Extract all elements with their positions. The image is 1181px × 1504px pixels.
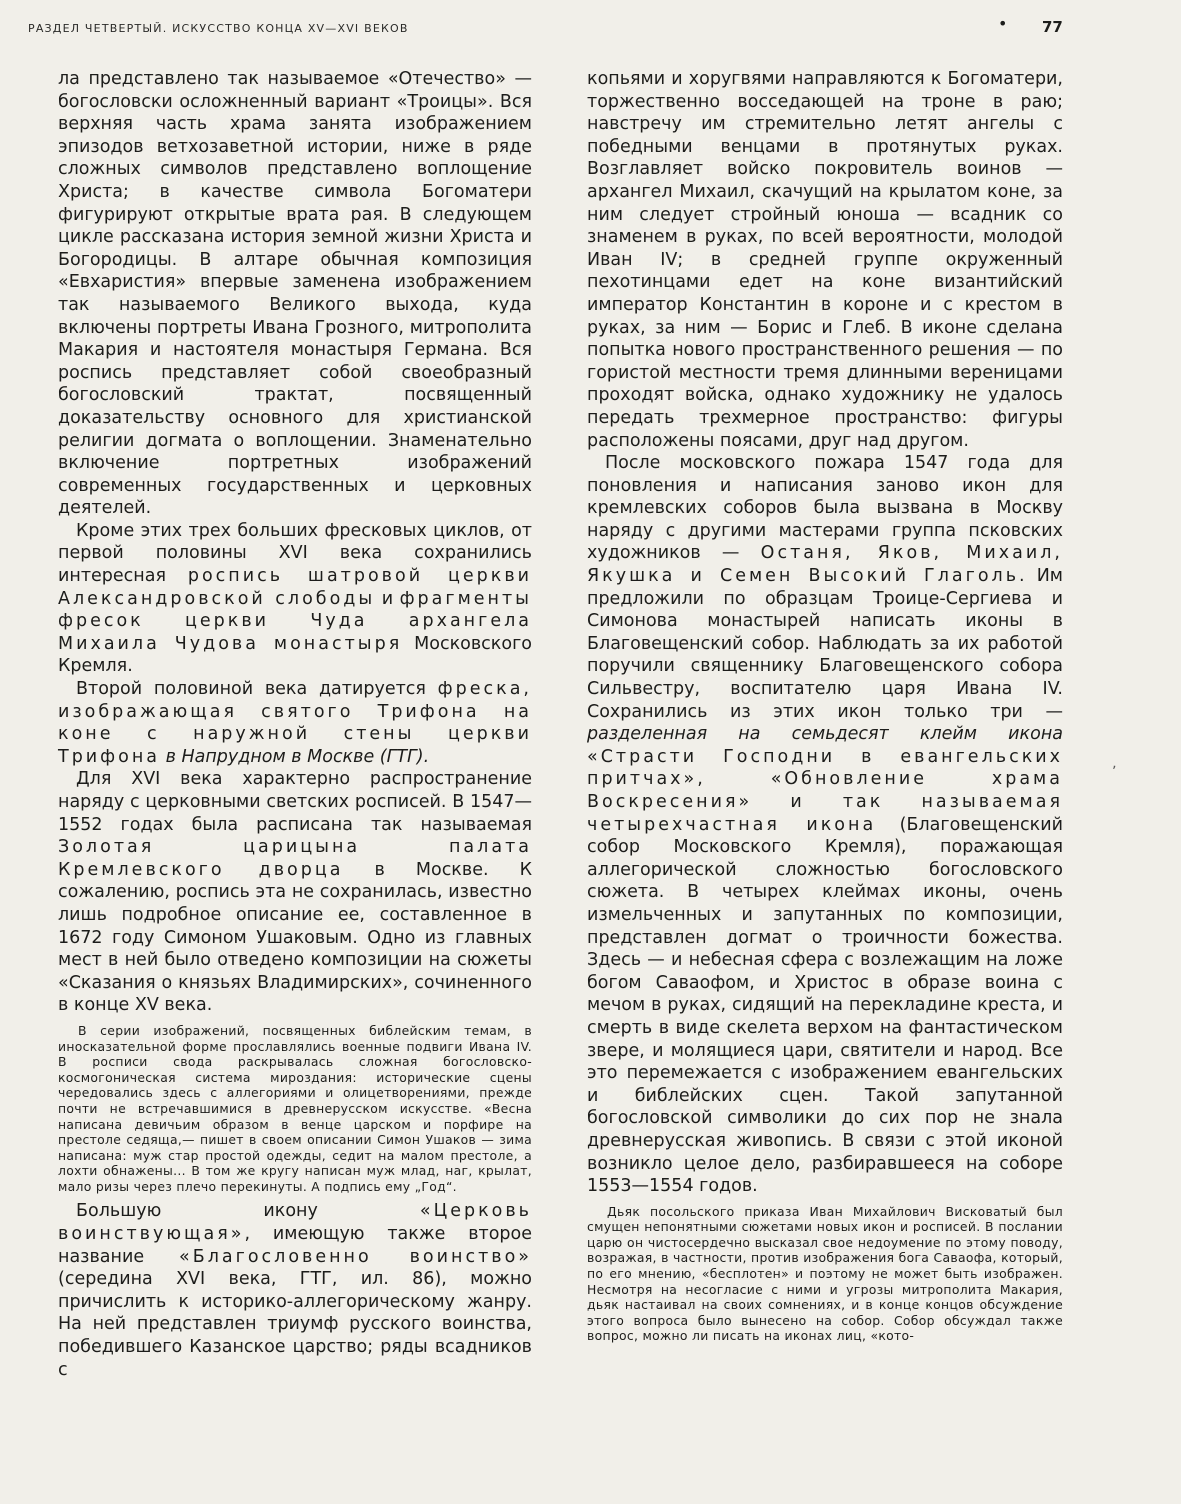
header-dot: • — [998, 14, 1008, 33]
left-column — [58, 68, 532, 1381]
text-run: Второй половиной века датируется — [76, 679, 438, 700]
left-paragraph-1: ла представлено так называемое «Отечество» — богословски осложненный вариант «Троицы». Вся верхняя часть храма занята изображением эпизодов ветхозаветной истории, ниже в ряде сложных символов представлено воплощение Христа; в качестве символа Богоматери фигурируют открытые врата рая. В следующем цикле рассказана история земной жизни Христа и Богородицы. В алтаре обычная композиция «Евхаристия» впервые заменена изображением так называемого Великого выхода, куда включены портреты Ивана Грозного, митрополита Макария и настоятеля монастыря Германа. Вся роспись представляет собой своеобразный богословский трактат, посвященный доказательству основного для христианской религии догмата о воплощении. Знаменательно включение портретных изображений современных государственных и церковных деятелей. — [58, 69, 532, 519]
spaced-title: фреска, изображающая святого Трифона на коне с наружной стены церкви Трифона — [58, 679, 532, 767]
text-run: Для XVI века характерно распространение наряду с церковными светских росписей. В 1547—1552 годах была расписана так называемая — [58, 769, 532, 835]
right-column — [587, 68, 1063, 1350]
text-run: После московского пожара 1547 года для поновления и написания заново икон для кремлевских соборов была вызвана в Москву наряду с другими мастерами группа псковских художников — — [587, 453, 1063, 564]
text-run: Большую икону — [76, 1201, 420, 1222]
left-paragraph-2 — [58, 520, 532, 678]
text-run: в Москве. К сожалению, роспись эта не сохранилась, известно лишь подробное описание ее, составленное в 1672 году Симоном Ушаковым. Одно из главных мест в ней было отведено композиции на сюжеты «Сказания о князьях Владимирских», сочиненного в конце XV века. — [58, 859, 532, 1016]
spaced-title: «Страсти Господни в евангельских притчах», «Обновление храма Воскресения» и так называемая четырехчастная икона — [587, 746, 1063, 835]
text-run: . Им предложили по образцам Троице-Сергиева и Симонова монастырей написать иконы в Благовещенский собор. Наблюдать за их работой поручили священнику Благовещенского собора Сильвестру, воспитателю царя Ивана IV. Сохранились из этих икон только три — — [587, 566, 1063, 722]
running-head: РАЗДЕЛ ЧЕТВЕРТЫЙ. ИСКУССТВО КОНЦА XV—XVI ВЕКОВ — [28, 22, 409, 35]
text-run: Московского Кремля. — [58, 633, 532, 677]
text-run: и — [375, 588, 400, 609]
text-run: (Благовещенский собор Московского Кремля), поражающая аллегорической сложностью богословского сюжета. В четырех клеймах иконы, очень измельченных и запутанных по композиции, представлен догмат о троичности божества. Здесь — и небесная сфера с возлежащим на ложе богом Саваофом, и Христос в образе воина с мечом в руках, сидящий на перекладине креста, и смерть в виде скелета верхом на фантастическом звере, и молящиеся цари, святители и народ. Все это перемежается с изображением евангельских и библейских сцен. Такой запутанной богословской символики до сих пор не знала древнерусская живопись. В связи с этой иконой возникло целое дело, разбиравшееся на соборе 1553—1554 годов. — [587, 814, 1063, 1197]
right-paragraph-2 — [587, 452, 1063, 1198]
right-paragraph-1: копьями и хоругвями направляются к Богоматери, торжественно восседающей на троне в раю; навстречу им стремительно летят ангелы с победными венцами в протянутых руках. Возглавляет войско покровитель воинов — архангел Михаил, скачущий на крылатом коне, за ним следует стройный юноша — всадник со знаменем в руках, по всей вероятности, молодой Иван IV; в средней группе окруженный пехотинцами едет на коне византийский император Константин в короне и с крестом в руках, за ним — Борис и Глеб. В иконе сделана попытка нового пространственного решения — по гористой местности тремя длинными вереницами проходят войска, однако художнику не удалось передать трехмерное пространство: фигуры расположены поясами, друг над другом. — [587, 69, 1063, 451]
spaced-title: Останя, Яков, Михаил, Якушка и Семен Высокий Глаголь — [587, 543, 1063, 587]
italic-run: разделенная на семьдесят клейм икона — [587, 724, 1063, 745]
margin-mark: ʼ — [1112, 764, 1117, 780]
spaced-title: роспись шатровой церкви Александровской слободы — [58, 566, 533, 609]
right-small-print-note: Дьяк посольского приказа Иван Михайлович Висковатый был смущен непонятными сюжетами новых икон и росписей. В послании царю он чистосердечно высказал свое недоумение по этому поводу, возражая, в частности, против изображения бога Саваофа, который, по его мнению, «бесплотен» и поэтому не может быть изображен. Несмотря на несогласие с ними и угрозы митрополита Макария, дьяк настаивал на своих сомнениях, и в конце концов обсуждение этого вопроса было вынесено на собор. Собор обсуждал также вопрос, можно ли писать на иконах лиц, «кото- — [587, 1203, 1063, 1344]
left-small-print-note: В серии изображений, посвященных библейским темам, в иносказательной форме прославлялись военные подвиги Ивана IV. В росписи свода раскрывалась сложная богословско-космогоническая система мироздания: исторические сцены чередовались здесь с аллегориями и олицетворениями, прежде почти не встречавшимися в древнерусском искусстве. «Весна написана девичьим образом в венце царском и порфире на престоле седяща,— пишет в своем описании Симон Ушаков — зима написана: муж стар простой одежды, седит на малом престоле, а лохти обнажены... В том же кругу написан муж млад, наг, крылат, мало ризы через плечо перекинуты. А подпись ему „Год“. — [58, 1022, 532, 1194]
text-run: (середина XVI века, ГТГ, ил. 86), можно причислить к историко-аллегорическому жанру. На ней представлен триумф русского воинства, победившего Казанское царство; ряды всадников с — [58, 1269, 532, 1380]
left-paragraph-5 — [58, 1200, 532, 1381]
left-paragraph-4 — [58, 768, 532, 1017]
spaced-title: «Церковь воинствующая» — [58, 1201, 532, 1245]
spaced-title: фрагменты фресок церкви Чуда архангела Михаила Чудова монастыря — [58, 588, 533, 654]
text-run: Кроме этих трех больших фресковых циклов, от первой половины XVI века сохранились интересная — [58, 520, 532, 587]
page-number: 77 — [1042, 18, 1063, 36]
left-paragraph-3 — [58, 678, 532, 768]
text-run: , имеющую также второе название — [58, 1224, 532, 1267]
spaced-title: «Благословенно воинство» — [179, 1246, 532, 1267]
italic-run: в Напрудном в Москве (ГТГ). — [160, 746, 430, 767]
spaced-title: Золотая царицына палата Кремлевского дворца — [58, 837, 532, 880]
